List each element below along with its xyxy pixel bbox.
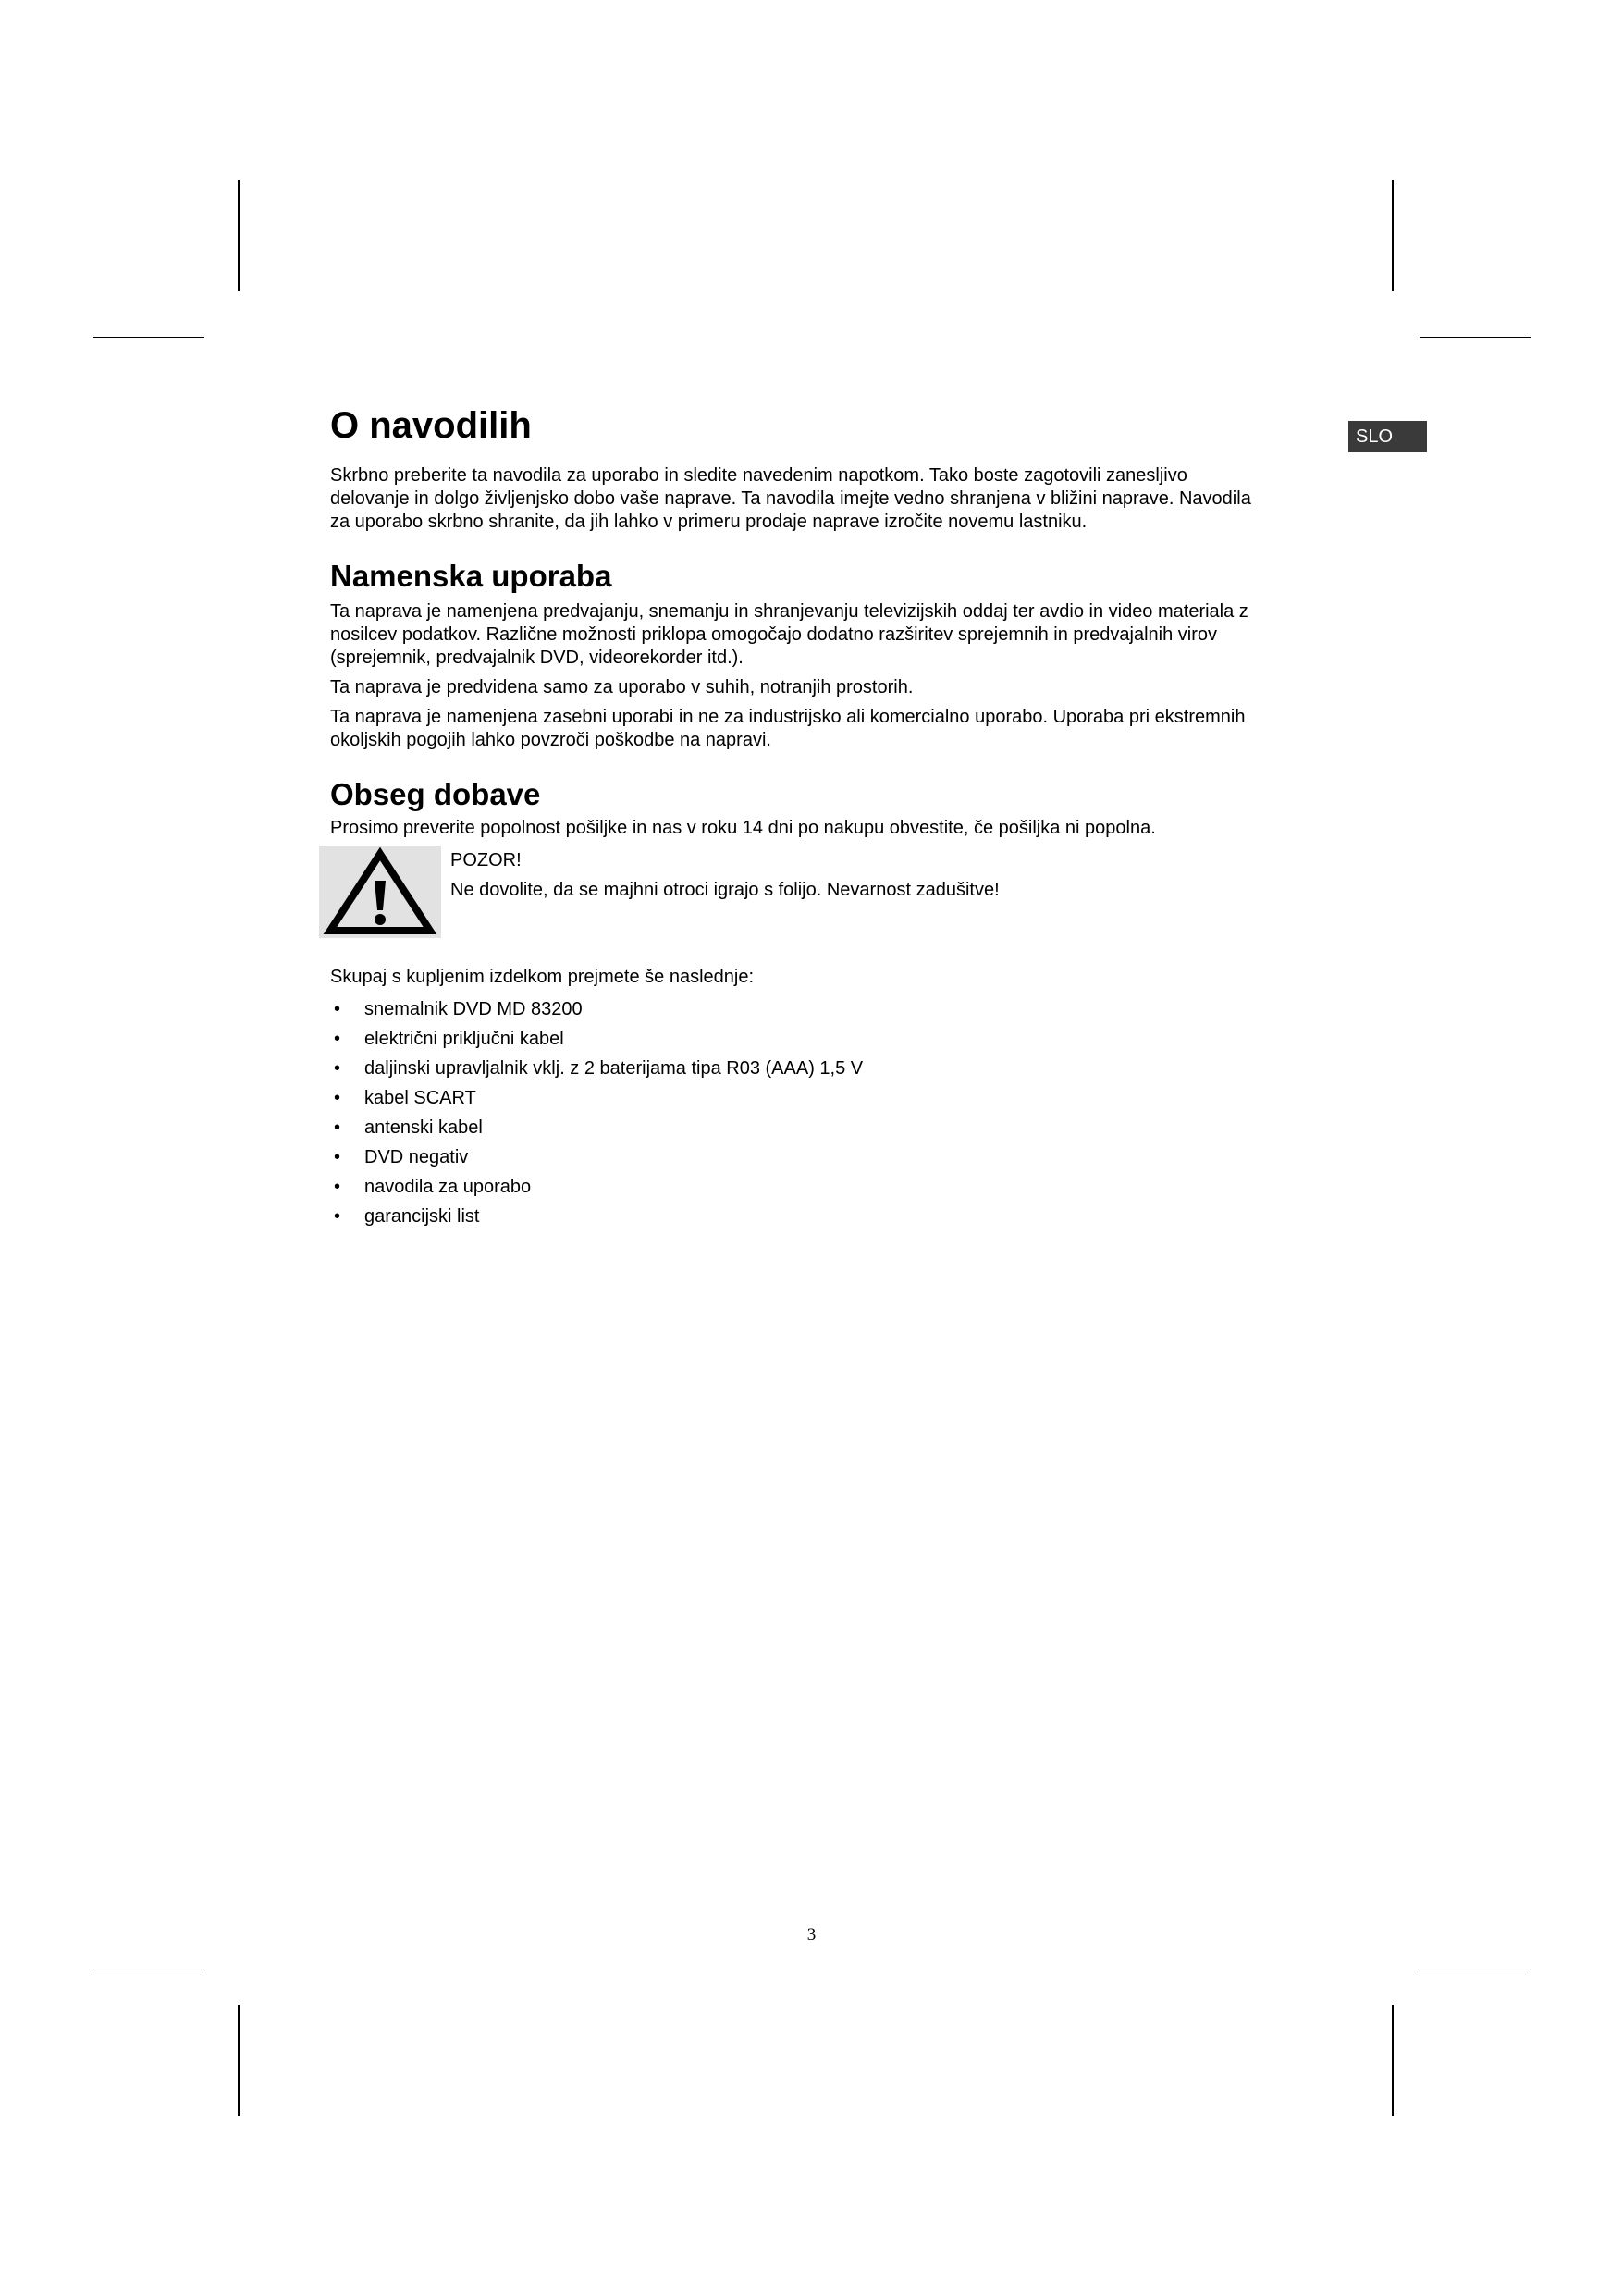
crop-mark-top-right-vertical (1392, 180, 1394, 291)
about-line: Skrbno preberite ta navodila za uporabo in sledite navedenim napotkom. Tako boste zagotovili zanesljivo (330, 465, 1187, 486)
about-paragraph (330, 464, 1310, 534)
crop-mark-top-right-horizontal (1420, 337, 1531, 338)
page-number: 3 (806, 1925, 817, 1944)
crop-mark-bottom-left-vertical (238, 2005, 240, 2116)
bullet: • (334, 999, 341, 1019)
list-item (330, 1054, 1310, 1083)
included-items-list (330, 994, 1310, 1231)
bullet: • (334, 1117, 341, 1138)
bullet: • (334, 1088, 341, 1108)
list-item (330, 1202, 1310, 1231)
warning-message: Ne dovolite, da se majhni otroci igrajo s folijo. Nevarnost zadušitve! (450, 880, 1000, 900)
list-item (330, 1113, 1310, 1142)
document-content (330, 398, 1310, 1231)
list-item (330, 1172, 1310, 1202)
bullet: • (334, 1206, 341, 1227)
crop-mark-bottom-right-vertical (1392, 2005, 1394, 2116)
includes-intro: Skupaj s kupljenim izdelkom prejmete še naslednje: (330, 967, 755, 987)
list-item (330, 1142, 1310, 1172)
section-title-intended-use: Namenska uporaba (330, 559, 612, 593)
warning-triangle-icon (319, 846, 441, 938)
about-line: delovanje in dolgo življenjsko dobo vaše naprave. Ta navodila imejte vedno shranjena v bližini naprave. Navodila (330, 488, 1251, 509)
section-title-about: O navodilih (330, 405, 532, 446)
list-item (330, 1083, 1310, 1113)
list-item (330, 994, 1310, 1024)
bullet: • (334, 1029, 341, 1049)
bullet: • (334, 1177, 341, 1197)
warning-title: POZOR! (450, 850, 522, 870)
intended-use-line: Ta naprava je namenjena zasebni uporabi in ne za industrijsko ali komercialno uporabo. Uporaba pri ekstremnih (330, 707, 1246, 727)
scope-intro: Prosimo preverite popolnost pošiljke in nas v roku 14 dni po nakupu obvestite, če pošiljka ni popolna. (330, 818, 1156, 838)
intended-use-paragraph-1 (330, 600, 1310, 670)
crop-mark-top-left-horizontal (93, 337, 204, 338)
intended-use-line: okoljskih pogojih lahko povzroči poškodbe na napravi. (330, 730, 771, 750)
crop-mark-top-left-vertical (238, 180, 240, 291)
list-item (330, 1024, 1310, 1054)
about-line: za uporabo skrbno shranite, da jih lahko v primeru prodaje naprave izročite novemu lastniku. (330, 512, 1088, 532)
intended-use-line: nosilcev podatkov. Različne možnosti priklopa omogočajo dodatno razširitev sprejemnih in predvajalnih virov (330, 624, 1218, 645)
bullet: • (334, 1058, 341, 1079)
warning-box (330, 846, 1310, 938)
section-title-scope: Obseg dobave (330, 777, 541, 811)
intended-use-paragraph-2: Ta naprava je predvidena samo za uporabo v suhih, notranjih prostorih. (330, 677, 914, 697)
list-item-text: antenski kabel (364, 1117, 483, 1138)
list-item-text: daljinski upravljalnik vklj. z 2 baterijama tipa R03 (AAA) 1,5 V (364, 1058, 864, 1079)
intended-use-line: Ta naprava je namenjena predvajanju, snemanju in shranjevanju televizijskih oddaj ter avdio in video materiala z (330, 601, 1248, 622)
intended-use-paragraph-3 (330, 706, 1310, 752)
list-item-text: garancijski list (364, 1206, 480, 1227)
bullet: • (334, 1147, 341, 1167)
list-item-text: snemalnik DVD MD 83200 (364, 999, 583, 1019)
list-item-text: navodila za uporabo (364, 1177, 532, 1197)
intended-use-line: (sprejemnik, predvajalnik DVD, videorekorder itd.). (330, 648, 744, 668)
warning-text (450, 846, 1000, 905)
language-tab: SLO (1348, 421, 1427, 452)
list-item-text: električni priključni kabel (364, 1029, 564, 1049)
list-item-text: kabel SCART (364, 1088, 476, 1108)
list-item-text: DVD negativ (364, 1147, 469, 1167)
